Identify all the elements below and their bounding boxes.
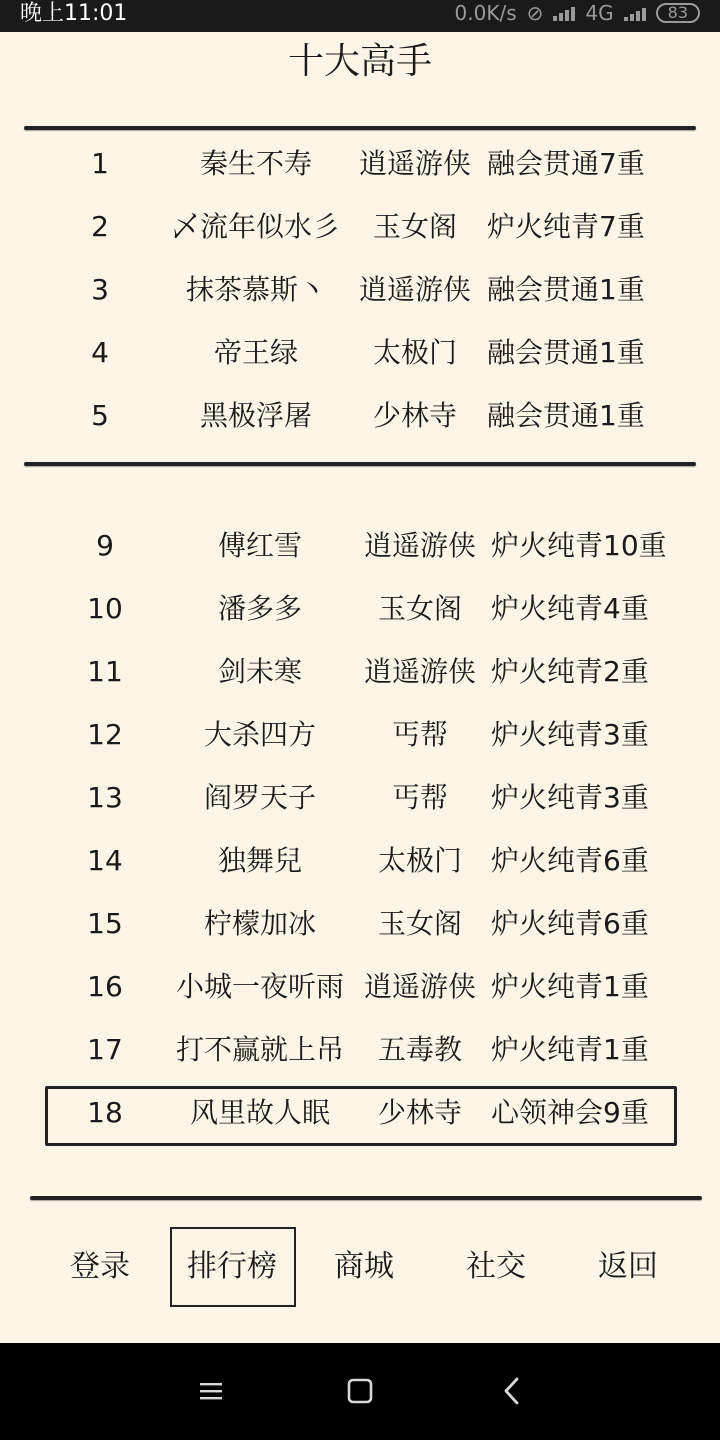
- player-sect: 玉女阁: [377, 592, 463, 625]
- player-name: 小城一夜听雨: [175, 970, 345, 1003]
- player-name: 风里故人眠: [189, 1096, 331, 1129]
- player-level: 炉火纯青3重: [491, 781, 649, 814]
- rank-number: 14: [87, 844, 123, 877]
- player-level: 炉火纯青3重: [491, 718, 649, 751]
- player-sect: 太极门: [377, 844, 463, 877]
- back-icon[interactable]: [488, 1367, 536, 1415]
- player-name: 剑未寒: [217, 655, 303, 688]
- list-item: [0, 836, 720, 886]
- player-name: 傅红雪: [217, 529, 303, 562]
- rank-number: 15: [87, 907, 123, 940]
- player-level: 融会贯通1重: [487, 336, 645, 369]
- signal-icon: [553, 5, 575, 21]
- list-item: [0, 773, 720, 823]
- battery-icon: 83: [656, 3, 700, 23]
- current-player-row: [0, 1088, 720, 1138]
- player-sect: 逍遥游侠: [363, 529, 477, 562]
- player-sect: 丐帮: [391, 718, 449, 751]
- status-bar: [0, 0, 720, 32]
- list-item: [0, 1025, 720, 1075]
- status-time: 晚上11:01: [20, 1, 128, 26]
- player-sect: 玉女阁: [377, 907, 463, 940]
- player-level: 融会贯通1重: [487, 399, 645, 432]
- player-name: 打不赢就上吊: [175, 1033, 345, 1066]
- list-item: [0, 265, 720, 315]
- player-level: 心领神会9重: [491, 1096, 649, 1129]
- list-item: [0, 899, 720, 949]
- player-level: 融会贯通7重: [487, 147, 645, 180]
- player-level: 炉火纯青10重: [491, 529, 667, 562]
- signal-icon-2: [624, 5, 646, 21]
- player-sect: 逍遥游侠: [363, 970, 477, 1003]
- rank-number: 13: [87, 781, 123, 814]
- rank-number: 17: [87, 1033, 123, 1066]
- list-item: [0, 647, 720, 697]
- player-sect: 太极门: [372, 336, 458, 369]
- list-item: [0, 202, 720, 252]
- player-level: 炉火纯青2重: [491, 655, 649, 688]
- list-item: [0, 710, 720, 760]
- player-name: 乄流年似水彡: [171, 210, 341, 243]
- player-name: 抹茶慕斯丶: [185, 273, 327, 306]
- player-sect: 逍遥游侠: [363, 655, 477, 688]
- rank-number: 5: [91, 399, 109, 432]
- player-level: 炉火纯青1重: [491, 970, 649, 1003]
- player-name: 阎罗天子: [203, 781, 317, 814]
- player-sect: 少林寺: [372, 399, 458, 432]
- player-name: 独舞兒: [217, 844, 303, 877]
- player-name: 柠檬加冰: [203, 907, 317, 940]
- player-level: 炉火纯青6重: [491, 907, 649, 940]
- player-name: 大杀四方: [203, 718, 317, 751]
- divider-bottom: [30, 1196, 702, 1200]
- divider-top: [24, 126, 696, 130]
- network-type: 4G: [585, 1, 614, 25]
- list-item: [0, 139, 720, 189]
- social-button[interactable]: 社交: [466, 1249, 526, 1284]
- list-item: [0, 962, 720, 1012]
- player-level: 炉火纯青7重: [487, 210, 645, 243]
- ranking-button[interactable]: 排行榜: [187, 1249, 277, 1284]
- player-name: 潘多多: [217, 592, 303, 625]
- menu-icon[interactable]: [187, 1367, 235, 1415]
- player-sect: 玉女阁: [372, 210, 458, 243]
- shop-button[interactable]: 商城: [334, 1249, 394, 1284]
- player-name: 帝王绿: [213, 336, 299, 369]
- list-item: [0, 391, 720, 441]
- page-title: 十大高手: [287, 41, 432, 82]
- player-name: 秦生不寿: [199, 147, 313, 180]
- ranking-screen: [0, 32, 720, 1343]
- back-button[interactable]: 返回: [598, 1249, 658, 1284]
- rank-number: 9: [96, 529, 114, 562]
- bottom-nav: [0, 1227, 720, 1307]
- rank-number: 16: [87, 970, 123, 1003]
- player-sect: 逍遥游侠: [358, 273, 472, 306]
- alarm-icon: ⊘: [526, 1, 544, 25]
- player-sect: 五毒教: [377, 1033, 463, 1066]
- rank-number: 2: [91, 210, 109, 243]
- player-sect: 丐帮: [391, 781, 449, 814]
- list-item: [0, 521, 720, 571]
- list-item: [0, 584, 720, 634]
- player-level: 炉火纯青1重: [491, 1033, 649, 1066]
- player-level: 炉火纯青4重: [491, 592, 649, 625]
- player-sect: 少林寺: [377, 1096, 463, 1129]
- rank-number: 18: [87, 1096, 123, 1129]
- divider-middle: [24, 462, 696, 466]
- login-button[interactable]: 登录: [70, 1249, 130, 1284]
- player-level: 融会贯通1重: [487, 273, 645, 306]
- rank-number: 12: [87, 718, 123, 751]
- system-nav-bar: [0, 1343, 720, 1440]
- list-item: [0, 328, 720, 378]
- rank-number: 1: [91, 147, 109, 180]
- status-indicators: [455, 1, 700, 25]
- network-speed: 0.0K/s: [454, 1, 517, 25]
- rank-number: 10: [87, 592, 123, 625]
- player-name: 黑极浮屠: [199, 399, 313, 432]
- rank-number: 3: [91, 273, 109, 306]
- rank-number: 4: [91, 336, 109, 369]
- home-icon[interactable]: [336, 1367, 384, 1415]
- player-level: 炉火纯青6重: [491, 844, 649, 877]
- rank-number: 11: [87, 655, 123, 688]
- player-sect: 逍遥游侠: [358, 147, 472, 180]
